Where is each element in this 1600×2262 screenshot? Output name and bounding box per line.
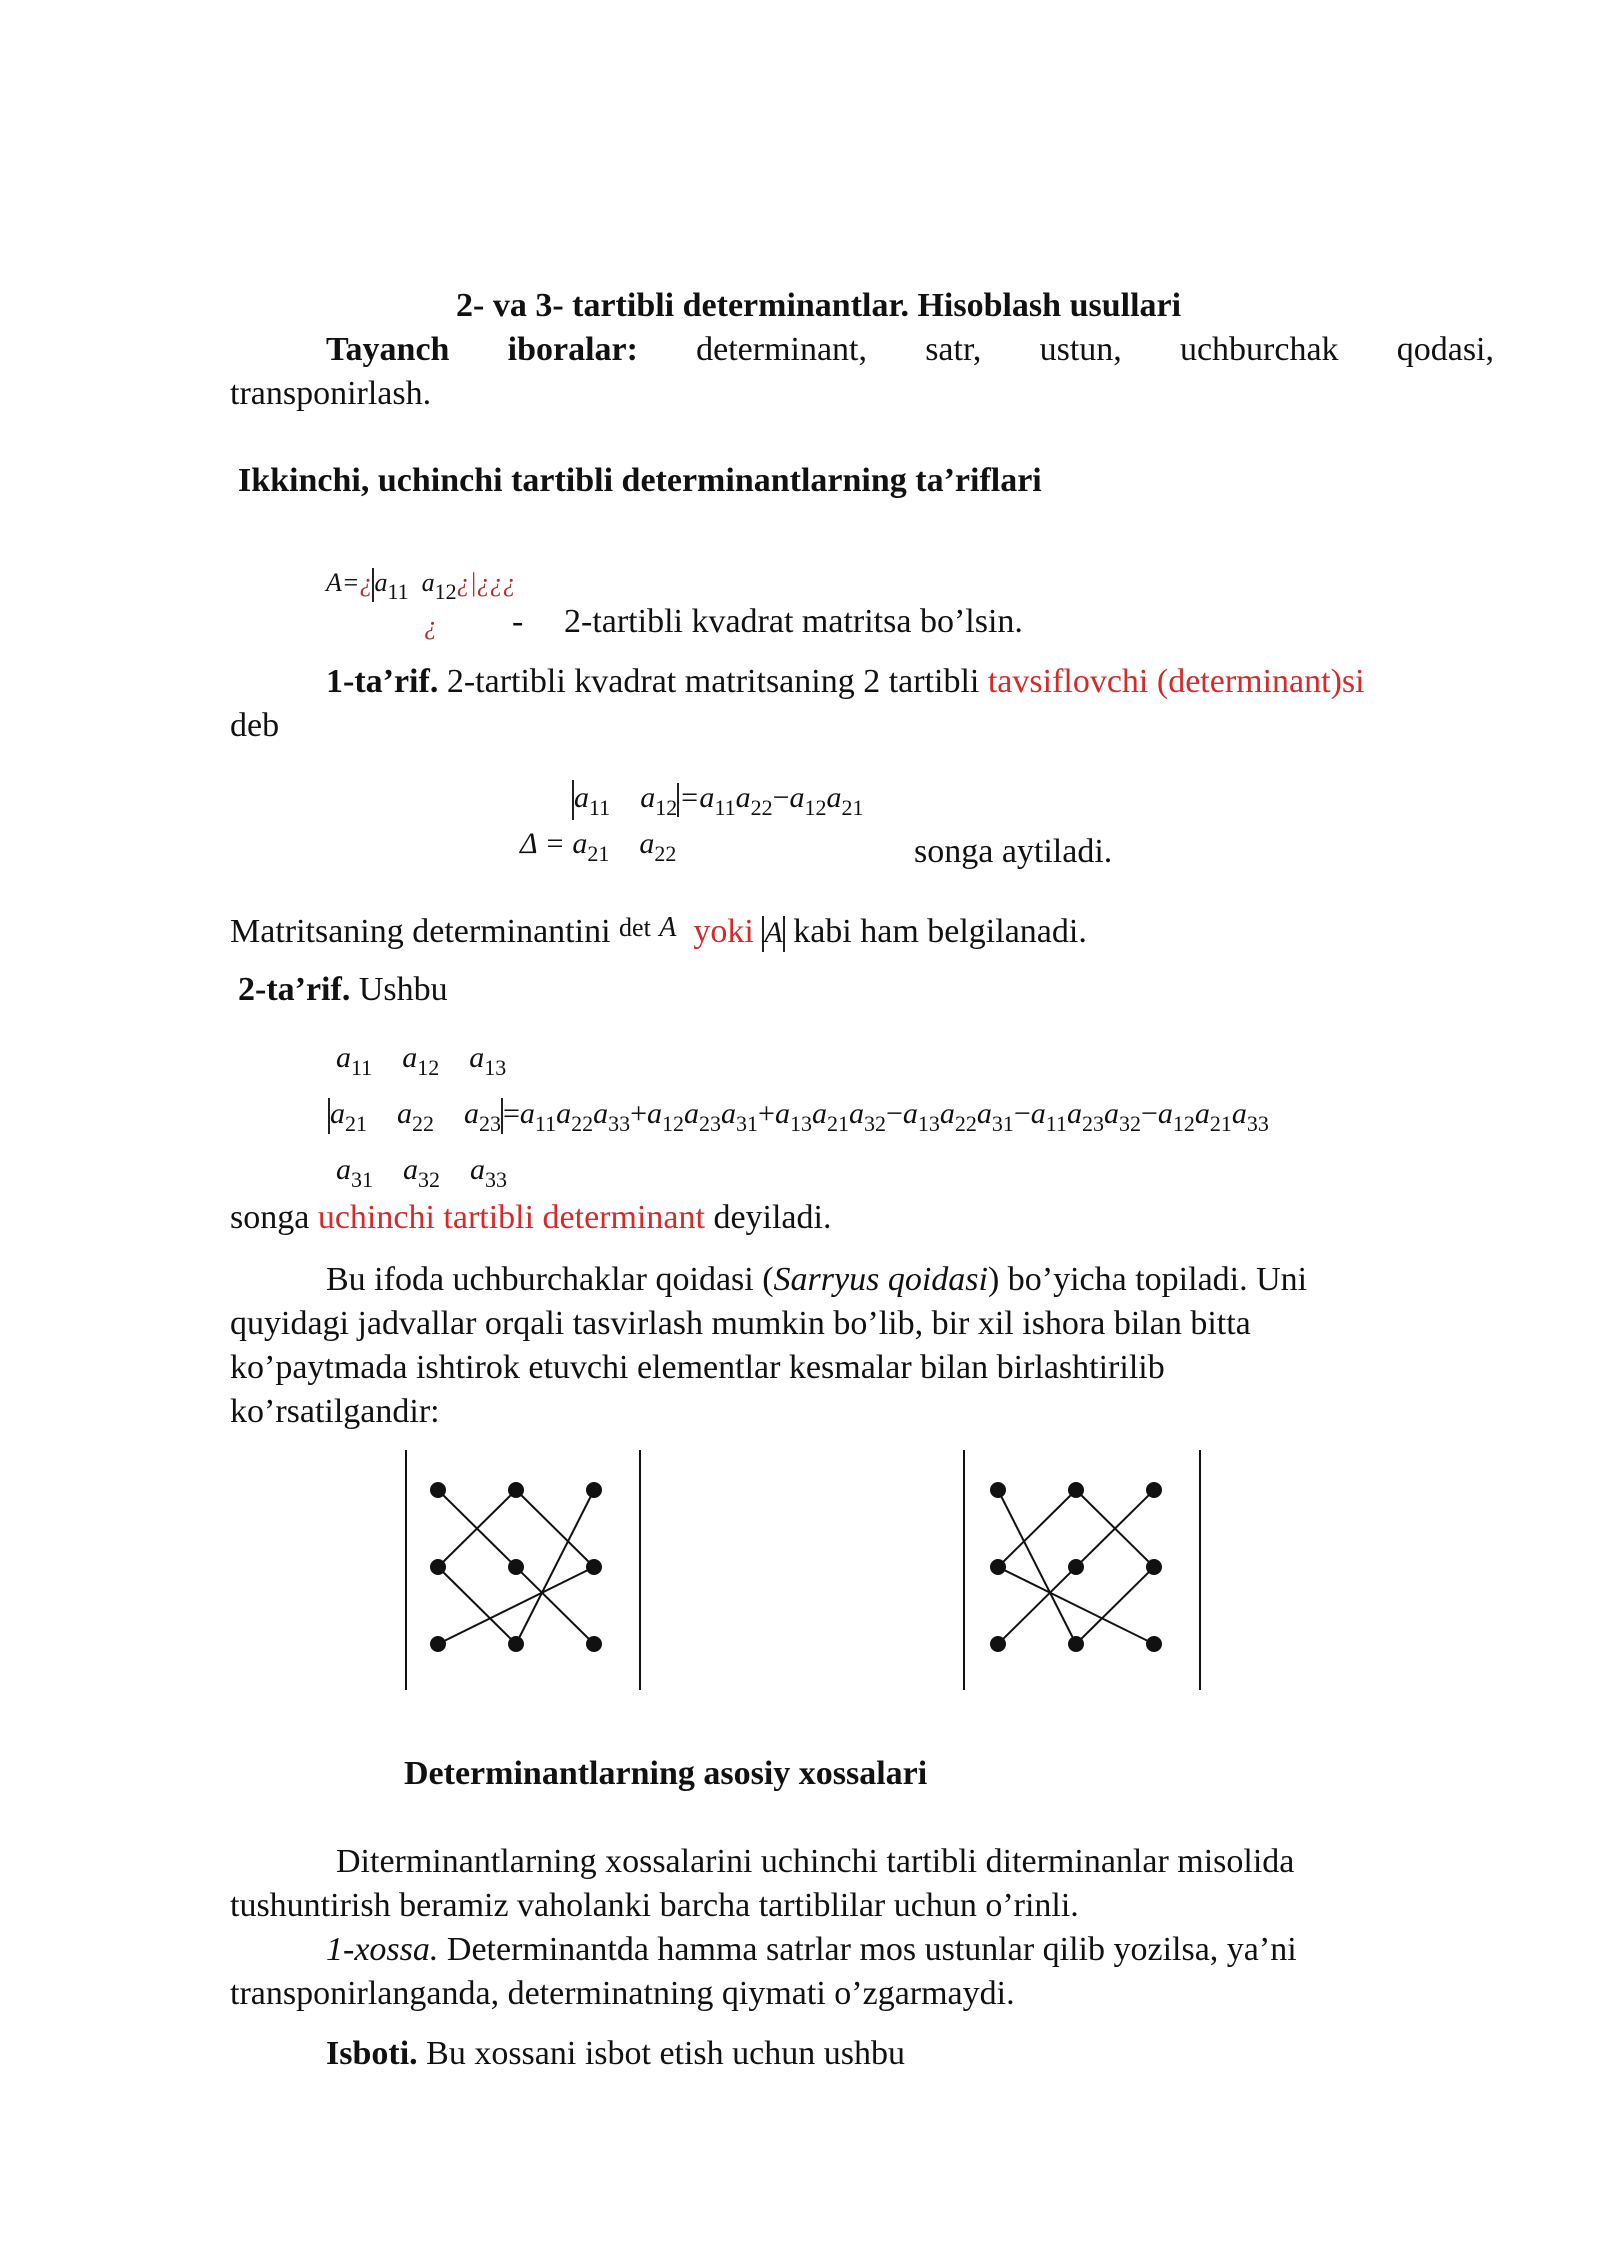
- dot: [1147, 1560, 1161, 1574]
- element: a: [640, 781, 656, 814]
- dot: [431, 1483, 445, 1497]
- element: a: [397, 1097, 412, 1130]
- element: a: [789, 781, 805, 814]
- subscript: 31: [991, 1111, 1014, 1136]
- operator: −: [1140, 1097, 1158, 1130]
- sarrus-line-2: quyidagi jadvallar orqali tasvirlash mumkin bo’lib, bir xil ishora bilan bitta: [230, 1305, 1251, 1342]
- element: a: [519, 1097, 535, 1130]
- dot: [1069, 1483, 1083, 1497]
- matrix-def-text: 2-tartibli kvadrat matritsa bo’lsin.: [564, 603, 1023, 640]
- element: a: [1103, 1097, 1119, 1130]
- page-title: 2- va 3- tartibli determinantlar. Hisoblash usullari: [456, 287, 1182, 324]
- element: a: [1157, 1097, 1173, 1130]
- matrix-dash: -: [512, 603, 524, 640]
- dot: [1147, 1637, 1161, 1651]
- highlight-term: tavsiflovchi (determinant)si: [987, 663, 1365, 700]
- subscript: 11: [387, 579, 409, 604]
- definition-text: 2-tartibli kvadrat matritsaning 2 tartibli: [438, 663, 988, 700]
- element: a: [593, 1097, 609, 1130]
- element: a: [464, 1097, 479, 1130]
- definition-text: Ushbu: [350, 971, 448, 1008]
- proof-text: Bu xossani isbot etish uchun ushbu: [417, 2035, 905, 2072]
- subscript: 13: [917, 1111, 940, 1136]
- subscript: 21: [841, 795, 864, 820]
- element: a: [684, 1097, 700, 1130]
- dot: [587, 1483, 601, 1497]
- text: Bu ifoda uchburchaklar qoidasi (: [326, 1261, 774, 1298]
- element: a: [1066, 1097, 1082, 1130]
- subscript: 21: [587, 841, 610, 866]
- element: a: [902, 1097, 918, 1130]
- dot: [1069, 1560, 1083, 1574]
- operator: −: [1013, 1097, 1031, 1130]
- subscript: 11: [714, 795, 736, 820]
- operator: =: [503, 1097, 520, 1130]
- element: a: [556, 1097, 572, 1130]
- element: a: [811, 1097, 827, 1130]
- element: a: [402, 1041, 418, 1074]
- element: a: [826, 781, 842, 814]
- det-symbol: det: [619, 913, 651, 942]
- operator: −: [885, 1097, 903, 1130]
- dot: [1147, 1483, 1161, 1497]
- subscript: 12: [1172, 1111, 1195, 1136]
- dot: [991, 1483, 1005, 1497]
- subscript: 22: [954, 1111, 977, 1136]
- element-a11: a: [374, 568, 388, 597]
- dot: [509, 1560, 523, 1574]
- subscript: 12: [434, 579, 457, 604]
- subscript: 23: [699, 1111, 722, 1136]
- keyword: uchburchak: [1179, 331, 1339, 368]
- subscript: 33: [1246, 1111, 1269, 1136]
- garbled-char: ¿: [424, 611, 437, 640]
- element: a: [469, 1041, 485, 1074]
- subscript: 13: [484, 1055, 507, 1080]
- keyword: satr,: [925, 331, 982, 368]
- subscript: 32: [1118, 1111, 1141, 1136]
- element: a: [403, 1153, 418, 1186]
- element: a: [330, 1097, 345, 1130]
- det2-caption: songa aytiladi.: [914, 833, 1113, 870]
- abs-arg: A: [764, 916, 783, 949]
- subscript: 22: [571, 1111, 594, 1136]
- subscript: 22: [750, 795, 773, 820]
- element: a: [336, 1041, 351, 1074]
- rhs: =a: [679, 781, 715, 814]
- props-line-2: tushuntirish beramiz vaholanki barcha tartiblilar uchun o’rinli.: [230, 1887, 1079, 1924]
- property-label: 1-xossa.: [326, 1931, 439, 1968]
- text: songa: [230, 1199, 318, 1236]
- sarrus-diagram-negative: [964, 1450, 1200, 1690]
- sarrus-diagram-positive: [406, 1450, 640, 1690]
- highlight-term: yoki: [693, 913, 754, 950]
- element: a: [735, 781, 751, 814]
- element: a: [774, 1097, 790, 1130]
- element: a: [1194, 1097, 1210, 1130]
- property-text: Determinantda hamma satrlar mos ustunlar qilib yozilsa, ya’ni: [438, 1931, 1297, 1968]
- proof-label: Isboti.: [326, 2035, 418, 2072]
- section-heading-properties: Determinantlarning asosiy xossalari: [404, 1755, 928, 1792]
- element: a: [939, 1097, 955, 1130]
- props-line-1: Diterminantlarning xossalarini uchinchi tartibli diterminanlar misolida: [336, 1843, 1295, 1880]
- text: ) bo’yicha topiladi. Uni: [987, 1261, 1308, 1298]
- element: a: [639, 827, 655, 860]
- section-heading-definitions: Ikkinchi, uchinchi tartibli determinantlarning ta’riflari: [238, 462, 1042, 499]
- dot: [1069, 1637, 1083, 1651]
- italic-term: Sarryus qoidasi: [773, 1261, 988, 1298]
- subscript: 31: [736, 1111, 759, 1136]
- subscript: 11: [1045, 1111, 1067, 1136]
- subscript: 31: [351, 1167, 373, 1192]
- subscript: 11: [589, 795, 611, 820]
- notation-text: Matritsaning determinantini: [230, 913, 620, 950]
- dot: [431, 1560, 445, 1574]
- element: a: [336, 1153, 351, 1186]
- det-arg: A: [659, 912, 677, 943]
- operator: +: [758, 1097, 775, 1130]
- subscript: 21: [826, 1111, 849, 1136]
- subscript: 23: [479, 1111, 501, 1136]
- subscript: 11: [351, 1055, 373, 1080]
- dot: [991, 1637, 1005, 1651]
- element: a: [1030, 1097, 1046, 1130]
- det2-row1: $a_{11}$ $a_{12}=a_{11}a_{22}-a_{12}a_{21}$: [574, 781, 864, 820]
- subscript: 13: [789, 1111, 812, 1136]
- subscript: 32: [863, 1111, 886, 1136]
- subscript: 21: [345, 1111, 367, 1136]
- garbled-chars: ¿|¿¿¿: [456, 568, 516, 597]
- delta: Δ =: [520, 827, 565, 860]
- definition-label: 1-ta’rif.: [326, 663, 439, 700]
- subscript: 33: [485, 1167, 507, 1192]
- element: a: [574, 781, 589, 814]
- subscript: 12: [655, 795, 678, 820]
- subscript: 23: [1081, 1111, 1104, 1136]
- element: a: [647, 1097, 663, 1130]
- element: a: [1231, 1097, 1247, 1130]
- subscript: 32: [418, 1167, 440, 1192]
- dot: [509, 1637, 523, 1651]
- definition-label: 2-ta’rif.: [238, 971, 351, 1008]
- proof-line: [326, 2032, 905, 2076]
- property-1-cont: transponirlanganda, determinatning qiymati o’zgarmaydi.: [230, 1975, 1015, 2012]
- matrix-lhs: A=: [326, 568, 360, 597]
- keywords-line-2: transponirlash.: [230, 375, 432, 412]
- element: a: [721, 1097, 737, 1130]
- sarrus-line-3: ko’paytmada ishtirok etuvchi elementlar kesmalar bilan birlashtirilib: [230, 1349, 1165, 1386]
- notation-text: kabi ham belgilanadi.: [784, 913, 1087, 950]
- sarrus-line-4: ko’rsatilgandir:: [230, 1393, 440, 1430]
- subscript: 22: [654, 841, 677, 866]
- element: a: [976, 1097, 992, 1130]
- element: a: [470, 1153, 485, 1186]
- operator: +: [630, 1097, 648, 1130]
- subscript: 12: [662, 1111, 685, 1136]
- dot: [509, 1483, 523, 1497]
- element-a12: a: [421, 568, 435, 597]
- definition-1-cont: deb: [230, 707, 280, 744]
- keyword: ustun,: [1039, 331, 1122, 368]
- dot: [587, 1637, 601, 1651]
- subscript: 12: [417, 1055, 440, 1080]
- property-1: [326, 1928, 1297, 1972]
- highlight-term: uchinchi tartibli determinant: [317, 1199, 705, 1236]
- text: deyiladi.: [704, 1199, 832, 1236]
- keywords-label: Tayanch iboralar:: [326, 331, 638, 368]
- dot: [991, 1560, 1005, 1574]
- subscript: 21: [1209, 1111, 1232, 1136]
- keyword: qodasi,: [1396, 331, 1495, 368]
- subscript: 12: [804, 795, 827, 820]
- dot: [587, 1560, 601, 1574]
- subscript: 22: [412, 1111, 434, 1136]
- keyword: determinant,: [696, 331, 868, 368]
- subscript: 33: [608, 1111, 631, 1136]
- element: a: [848, 1097, 864, 1130]
- subscript: 11: [534, 1111, 557, 1136]
- element: a: [572, 827, 588, 860]
- garbled-char: ¿: [359, 568, 373, 597]
- dot: [431, 1637, 445, 1651]
